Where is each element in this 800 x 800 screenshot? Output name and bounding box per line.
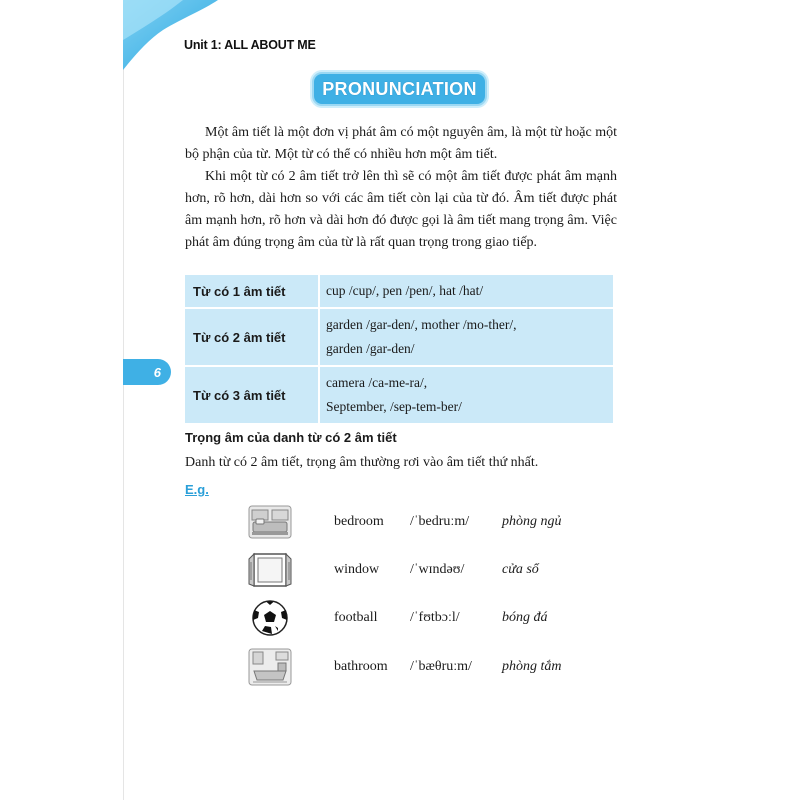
row-label: Từ có 3 âm tiết bbox=[185, 367, 320, 425]
example-meaning: cửa sổ bbox=[502, 562, 539, 577]
example-row bbox=[248, 550, 628, 594]
bathroom-icon bbox=[248, 647, 292, 687]
example-row bbox=[248, 502, 628, 546]
example-ipa: /ˈfʊtbɔːl/ bbox=[410, 610, 460, 625]
table-row bbox=[185, 275, 613, 309]
table-row bbox=[185, 367, 613, 425]
example-word: bedroom bbox=[334, 514, 384, 529]
page-edge bbox=[123, 0, 124, 800]
row-value bbox=[320, 275, 613, 309]
bedroom-icon bbox=[248, 502, 292, 542]
row-value-line: cup /cup/, pen /pen/, hat /hat/ bbox=[326, 283, 484, 298]
example-row bbox=[248, 598, 628, 642]
row-label: Từ có 1 âm tiết bbox=[185, 275, 320, 309]
football-icon bbox=[248, 598, 292, 638]
example-meaning: phòng ngủ bbox=[502, 514, 562, 529]
example-ipa: /ˈbæθruːm/ bbox=[410, 659, 472, 674]
page-number-tab bbox=[123, 359, 171, 385]
example-meaning: bóng đá bbox=[502, 610, 548, 625]
example-label: E.g. bbox=[185, 482, 209, 497]
row-value bbox=[320, 367, 613, 425]
subheading: Trọng âm của danh từ có 2 âm tiết bbox=[185, 430, 397, 445]
row-value-line: camera /ca-me-ra/, bbox=[326, 375, 428, 390]
intro-paragraph: Một âm tiết là một đơn vị phát âm có một nguyên âm, là một từ hoặc một bộ phận của từ. Một từ có thể có nhiều hơn một âm tiết. bbox=[185, 125, 617, 162]
stress-paragraph: Khi một từ có 2 âm tiết trở lên thì sẽ có một âm tiết được phát âm mạnh hơn, rõ hơn, dài hơn so với các âm tiết còn lại của từ đó. Âm tiết được phát âm mạnh hơn, rõ hơn và dài hơn đó được gọi là âm tiết mang trọng âm. Việc phát âm đúng trọng âm của từ là rất quan trọng trong giao tiếp. bbox=[185, 169, 617, 250]
example-meaning: phòng tắm bbox=[502, 659, 562, 674]
page-number: 6 bbox=[153, 364, 161, 380]
example-ipa: /ˈbedruːm/ bbox=[410, 514, 470, 529]
row-value-line: garden /gar-den/ bbox=[326, 341, 415, 356]
example-ipa: /ˈwɪndəʊ/ bbox=[410, 562, 465, 577]
row-label: Từ có 2 âm tiết bbox=[185, 309, 320, 367]
table-row bbox=[185, 309, 613, 367]
row-value-line: garden /gar-den/, mother /mo-ther/, bbox=[326, 317, 517, 332]
section-title: PRONUNCIATION bbox=[322, 78, 477, 99]
syllable-table bbox=[185, 275, 613, 425]
unit-header: Unit 1: ALL ABOUT ME bbox=[184, 38, 316, 52]
example-row bbox=[248, 647, 628, 691]
section-title-badge bbox=[312, 72, 487, 106]
example-word: window bbox=[334, 562, 380, 577]
example-word: football bbox=[334, 610, 378, 625]
row-value-line: September, /sep-tem-ber/ bbox=[326, 399, 462, 414]
row-value bbox=[320, 309, 613, 367]
subheading-text: Danh từ có 2 âm tiết, trọng âm thường rơi vào âm tiết thứ nhất. bbox=[185, 455, 539, 470]
example-word: bathroom bbox=[334, 659, 388, 674]
window-icon bbox=[248, 550, 292, 590]
